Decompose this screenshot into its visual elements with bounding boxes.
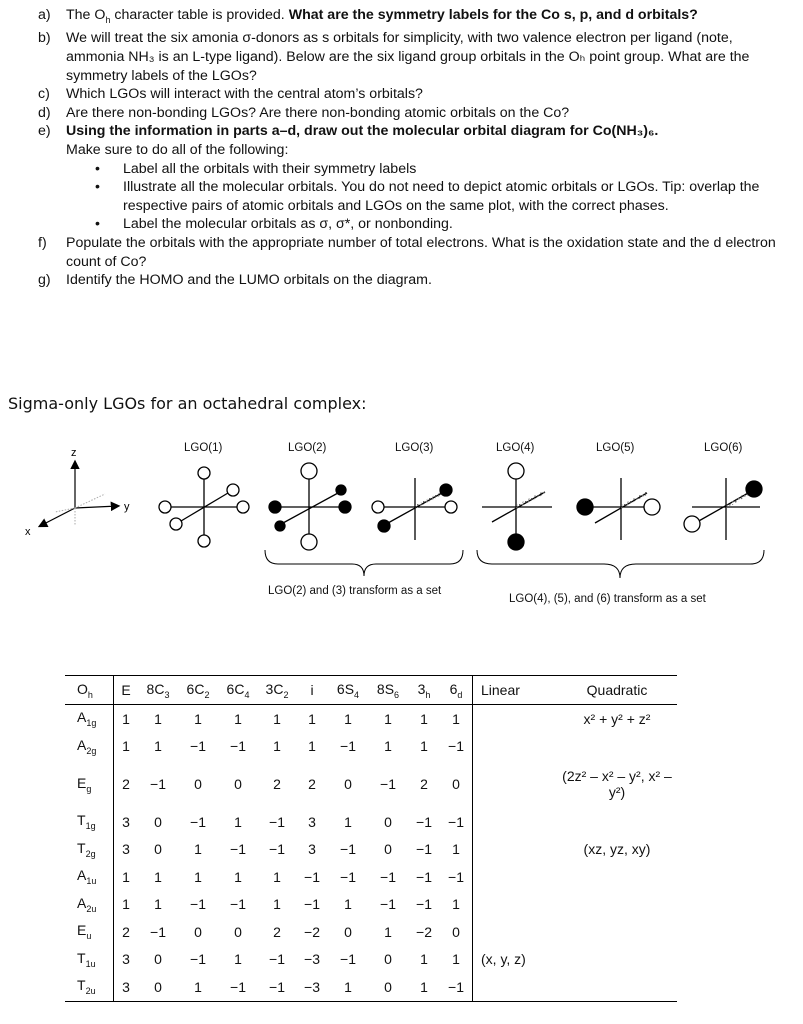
axis-label-z: z [71, 447, 77, 459]
character-cell: 1 [308, 738, 316, 755]
character-cell: 1 [420, 738, 428, 755]
irrep-label: $T_{1g}$ [65, 808, 114, 836]
character-cell: −2 [304, 923, 320, 940]
linear-cell [473, 918, 558, 946]
character-cell: 1 [154, 868, 162, 885]
quadratic-cell [557, 891, 677, 919]
character-cell: 0 [154, 951, 162, 968]
character-cell: 1 [154, 738, 162, 755]
question-text: We will treat the six amonia σ-donors as s orbitals for simplicity, with two valence electron per ligand (note, ammonia NH₃ is an L-type ligand). Below are the six ligand group orbitals in the Oₕ point group. What are the symmetry labels of the LGOs? [66, 30, 750, 84]
character-cell: 1 [408, 973, 440, 1001]
question-b [38, 29, 790, 85]
irrep-label: $T_{2u}$ [65, 973, 114, 1001]
character-cell: 1 [344, 813, 352, 830]
quadratic-header: Quadratic [557, 676, 677, 705]
irrep-label: $E_u$ [65, 918, 114, 946]
linear-cell [473, 705, 558, 733]
question-label: a) [38, 7, 51, 23]
character-cell: 1 [384, 738, 392, 755]
character-cell: 1 [273, 896, 281, 913]
character-cell: 2 [273, 923, 281, 940]
table-row [65, 918, 677, 946]
character-cell: −1 [448, 813, 464, 830]
character-cell: 1 [452, 951, 460, 968]
header-cell: $6C_4$ [218, 676, 258, 705]
table-row [65, 808, 677, 836]
character-cell: 1 [452, 841, 460, 858]
character-cell: −1 [416, 813, 432, 830]
character-cell: −1 [269, 951, 285, 968]
character-cell: 3 [122, 951, 130, 968]
irrep-label: $A_{1u}$ [65, 863, 114, 891]
brace-lgo-2-3 [265, 550, 463, 576]
table-row [65, 733, 677, 761]
character-cell: 2 [273, 776, 281, 792]
question-e [38, 122, 790, 159]
character-cell: 1 [178, 705, 218, 733]
character-cell: −3 [296, 973, 328, 1001]
character-cell: 1 [234, 951, 242, 968]
lgo-5-figure [577, 478, 660, 540]
character-cell: 0 [234, 776, 242, 792]
character-cell: 0 [384, 841, 392, 858]
caption-set-2-3: LGO(2) and (3) transform as a set [268, 585, 442, 597]
coordinate-axes [40, 462, 118, 526]
question-text: Are there non-bonding LGOs? Are there non-bonding atomic orbitals on the Co? [66, 104, 570, 121]
quadratic-cell [557, 808, 677, 836]
bullet-text: Label all the orbitals with their symmetry labels [123, 160, 417, 177]
character-cell: 1 [122, 896, 130, 913]
header-cell: E [114, 676, 139, 705]
table-row [65, 705, 677, 733]
lgo-6-figure [684, 478, 762, 540]
character-cell: 1 [452, 896, 460, 913]
character-cell: −1 [380, 776, 396, 792]
table-row [65, 973, 677, 1001]
character-cell: −1 [340, 841, 356, 858]
question-list [38, 6, 790, 290]
header-cell: $6S_4$ [328, 676, 368, 705]
character-cell: 2 [420, 776, 428, 792]
character-cell: 2 [122, 923, 130, 940]
character-cell: 2 [308, 776, 316, 792]
table-row [65, 863, 677, 891]
character-cell: 1 [368, 705, 408, 733]
lgo-label-4: LGO(4) [496, 442, 535, 454]
point-group-label: $O_h$ [65, 676, 114, 705]
question-text: Using the information in parts a–d, draw out the molecular orbital diagram for Co(NH₃)₆. Make sure to do all of the following: [66, 123, 659, 158]
character-cell: −1 [269, 841, 285, 858]
table-row [65, 891, 677, 919]
header-cell: $6_d$ [440, 676, 473, 705]
character-cell: 0 [234, 923, 242, 940]
lgo-2-figure [269, 463, 351, 550]
character-cell: 1 [234, 813, 242, 830]
question-d [38, 104, 790, 123]
question-text: Identify the HOMO and the LUMO orbitals on the diagram. [66, 272, 432, 289]
character-cell: 1 [154, 896, 162, 913]
linear-cell [473, 836, 558, 864]
character-cell: 1 [122, 738, 130, 755]
linear-cell [473, 760, 558, 808]
character-cell: −1 [340, 738, 356, 755]
character-cell: 0 [452, 923, 460, 940]
character-cell: 0 [194, 923, 202, 940]
irrep-label: $A_{2g}$ [65, 733, 114, 761]
character-cell: −1 [448, 868, 464, 885]
linear-cell [473, 733, 558, 761]
axis-label-x: x [25, 526, 31, 538]
question-text: Which LGOs will interact with the central atom’s orbitals? [66, 86, 423, 103]
character-cell: 3 [122, 813, 130, 830]
table-header-row [65, 676, 677, 705]
lgo-label-3: LGO(3) [395, 442, 434, 454]
character-cell: −2 [416, 923, 432, 940]
question-text: Populate the orbitals with the appropriate number of total electrons. What is the oxidation state and the d electron count of Co? [66, 234, 776, 270]
linear-cell: (x, y, z) [473, 946, 558, 974]
header-cell: $8C_3$ [138, 676, 178, 705]
character-cell: −1 [230, 738, 246, 755]
character-cell: 3 [114, 973, 139, 1001]
question-label: e) [38, 123, 51, 140]
character-cell: 0 [344, 776, 352, 792]
irrep-label: $T_{2g}$ [65, 836, 114, 864]
character-cell: 3 [308, 841, 316, 858]
character-cell: 1 [122, 868, 130, 885]
character-cell: 0 [384, 951, 392, 968]
character-cell: 1 [344, 896, 352, 913]
character-cell: 1 [296, 705, 328, 733]
character-cell: −1 [150, 923, 166, 940]
irrep-label: $E_g$ [65, 760, 114, 808]
question-label: d) [38, 104, 51, 121]
header-cell: $8S_6$ [368, 676, 408, 705]
irrep-label: $T_{1u}$ [65, 946, 114, 974]
character-cell: −1 [258, 973, 296, 1001]
lgo-label-1: LGO(1) [184, 442, 223, 454]
character-cell: −1 [190, 813, 206, 830]
lgo-label-6: LGO(6) [704, 442, 743, 454]
quadratic-cell: (xz, yz, xy) [583, 841, 651, 858]
character-cell: 1 [114, 705, 139, 733]
character-cell: −1 [230, 841, 246, 858]
character-cell: 1 [328, 973, 368, 1001]
quadratic-cell [557, 973, 677, 1001]
character-cell: −1 [340, 951, 356, 968]
lgo-label-5: LGO(5) [596, 442, 635, 454]
caption-set-4-5-6: LGO(4), (5), and (6) transform as a set [509, 593, 706, 605]
linear-cell [473, 891, 558, 919]
character-cell: −1 [416, 896, 432, 913]
irrep-label: $A_{1g}$ [65, 705, 114, 733]
character-cell: 3 [308, 813, 316, 830]
character-cell: 1 [194, 868, 202, 885]
question-label: c) [38, 86, 50, 103]
bullet-text: Label the molecular orbitals as σ, σ*, or nonbonding. [123, 216, 453, 233]
character-cell: 1 [138, 705, 178, 733]
character-cell: 1 [273, 868, 281, 885]
question-label: f) [38, 234, 47, 251]
bullet-text: Illustrate all the molecular orbitals. You do not need to depict atomic orbitals or LGOs. Tip: overlap the respective pairs of atomic orbitals and LGOs on the same plot, with the correct phases. [123, 179, 760, 214]
character-cell: −1 [190, 738, 206, 755]
bullet-item [95, 215, 790, 234]
character-cell: 1 [234, 868, 242, 885]
lgo-3-figure [372, 478, 457, 540]
question-c [38, 85, 790, 104]
character-cell: 1 [440, 705, 473, 733]
character-cell: −1 [380, 868, 396, 885]
quadratic-cell [557, 863, 677, 891]
character-cell: −1 [230, 896, 246, 913]
character-cell: 1 [408, 705, 440, 733]
character-cell: 0 [154, 841, 162, 858]
character-cell: 2 [122, 776, 130, 792]
character-table [65, 675, 677, 1002]
character-cell: 0 [368, 973, 408, 1001]
table-row [65, 946, 677, 974]
character-cell: −1 [416, 868, 432, 885]
character-cell: 1 [384, 923, 392, 940]
character-cell: −1 [304, 896, 320, 913]
bullet-item [95, 160, 790, 179]
character-cell: 1 [258, 705, 296, 733]
header-cell: $3_h$ [408, 676, 440, 705]
character-cell: −1 [150, 776, 166, 792]
section-heading: Sigma-only LGOs for an octahedral complex: [8, 394, 367, 413]
character-cell: 0 [138, 973, 178, 1001]
linear-cell [473, 808, 558, 836]
character-cell: −1 [440, 973, 473, 1001]
lgo-4-figure [482, 463, 552, 550]
quadratic-cell [557, 946, 677, 974]
question-label: g) [38, 272, 51, 289]
quadratic-cell: (2z² – x² – y², x² – y²) [562, 768, 672, 800]
character-cell: −1 [190, 951, 206, 968]
linear-cell [473, 863, 558, 891]
character-cell: −1 [269, 813, 285, 830]
character-cell: 0 [194, 776, 202, 792]
question-f [38, 234, 790, 271]
question-text: The $O_h$ character table is provided. What are the symmetry labels for the Co s, p, and d orbitals? [66, 7, 698, 25]
character-cell: 1 [420, 951, 428, 968]
lgo-1-figure [159, 467, 249, 547]
header-cell: i [296, 676, 328, 705]
character-cell: 0 [344, 923, 352, 940]
lgo-label-2: LGO(2) [288, 442, 327, 454]
table-row [65, 760, 677, 808]
character-cell: 1 [273, 738, 281, 755]
header-cell: $3C_2$ [258, 676, 296, 705]
quadratic-cell [557, 733, 677, 761]
character-cell: −1 [304, 868, 320, 885]
bullet-item [95, 178, 790, 215]
character-cell: 0 [452, 776, 460, 792]
character-cell: −3 [304, 951, 320, 968]
character-cell: −1 [218, 973, 258, 1001]
character-cell: 1 [178, 973, 218, 1001]
header-cell: $6C_2$ [178, 676, 218, 705]
character-cell: 1 [328, 705, 368, 733]
character-cell: −1 [190, 896, 206, 913]
question-a [38, 6, 790, 29]
brace-lgo-4-6 [477, 550, 764, 578]
character-cell: −1 [340, 868, 356, 885]
character-cell: −1 [380, 896, 396, 913]
table-row [65, 836, 677, 864]
quadratic-cell [557, 918, 677, 946]
character-cell: 3 [122, 841, 130, 858]
question-g [38, 271, 790, 290]
linear-cell [473, 973, 558, 1001]
character-cell: 0 [154, 813, 162, 830]
character-cell: 1 [218, 705, 258, 733]
irrep-label: $A_{2u}$ [65, 891, 114, 919]
question-label: b) [38, 30, 51, 47]
lgo-diagram [0, 430, 803, 610]
axis-label-y: y [124, 501, 130, 513]
character-cell: −1 [416, 841, 432, 858]
character-cell: 1 [194, 841, 202, 858]
linear-header: Linear [473, 676, 558, 705]
character-cell: −1 [448, 738, 464, 755]
quadratic-cell: x² + y² + z² [557, 705, 677, 733]
character-cell: 0 [384, 813, 392, 830]
